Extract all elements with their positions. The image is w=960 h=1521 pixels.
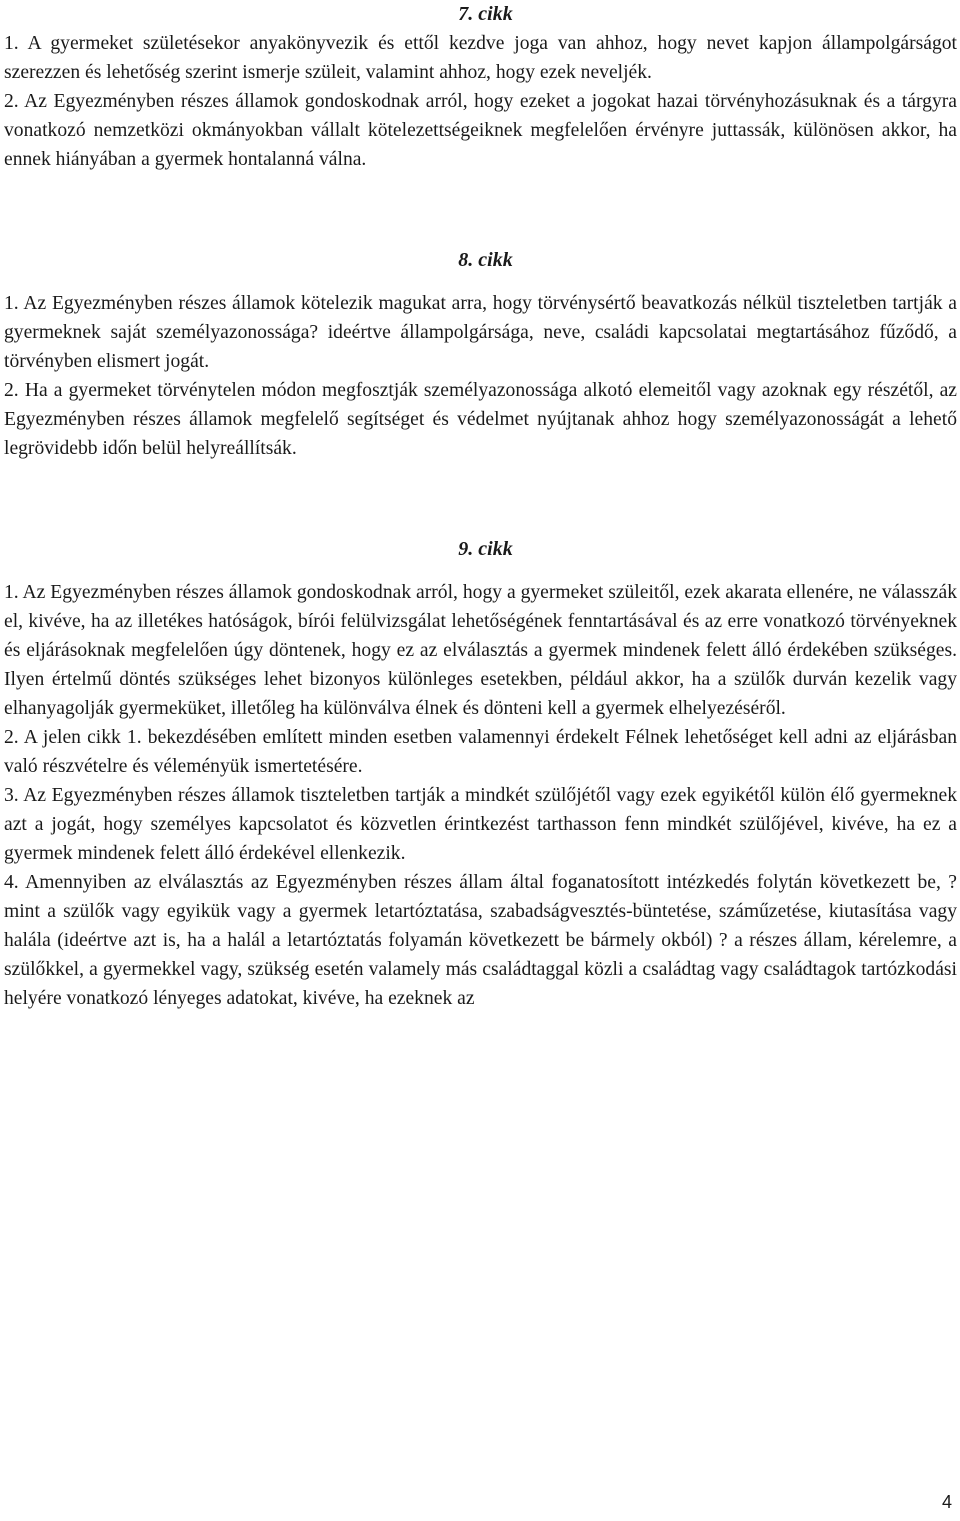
article-9-paragraph-1: 1. Az Egyezményben részes államok gondoskodnak arról, hogy a gyermeket szüleitől, ezek akarata ellenére, ne válasszák el, kivéve, ha az illetékes hatóságok, bírói felülvizsgálat lehetőségének fenntartásával és az erre vonatkozó törvényeknek és eljárásoknak megfelelően úgy döntenek, hogy ez az elválasztás a gyermek mindenek felett álló érdekében szükséges. Ilyen értelmű döntés szükséges lehet bizonyos különleges esetekben, például akkor, ha a szülők durván kezelik vagy elhanyagolják gyermeküket, illetőleg ha különválva élnek és dönteni kell a gyermek elhelyezéséről. bbox=[4, 582, 957, 719]
article-heading: 9. cikk bbox=[458, 538, 513, 560]
article-heading: 7. cikk bbox=[458, 3, 513, 25]
article-8-paragraph-1: 1. Az Egyezményben részes államok kötelezik magukat arra, hogy törvénysértő beavatkozás nélkül tiszteletben tartják a gyermeknek saját személyazonossága? ideértve állampolgársága, neve, családi kapcsolatai megtartásához fűződő, a törvényben elismert jogát. bbox=[4, 293, 957, 372]
document-page bbox=[4, 0, 957, 1013]
article-9-paragraph-2: 2. A jelen cikk 1. bekezdésében említett minden esetben valamennyi érdekelt Félnek lehetőséget kell adni az eljárásban való részvételre és véleményük ismertetésére. bbox=[4, 727, 957, 777]
article-7 bbox=[4, 0, 957, 174]
section-spacer bbox=[4, 174, 957, 246]
article-8 bbox=[4, 246, 957, 463]
article-8-paragraph-2: 2. Ha a gyermeket törvénytelen módon megfosztják személyazonossága alkotó elemeitől vagy azoknak egy részétől, az Egyezményben részes államok megfelelő segítséget és védelmet nyújtanak ahhoz hogy személyazonosságát a lehető legrövidebb időn belül helyreállítsák. bbox=[4, 380, 957, 459]
article-heading: 8. cikk bbox=[458, 249, 513, 271]
article-9-paragraph-4: 4. Amennyiben az elválasztás az Egyezményben részes állam által foganatosított intézkedés folytán következett be, ? mint a szülők vagy egyikük vagy a gyermek letartóztatása, szabadságvesztés-büntetése, száműzetése, kiutasítása vagy halála (ideértve azt is, ha a halál a letartóztatás folyamán következett be bármely okból) ? a részes állam, kérelemre, a szülőkkel, a gyermekkel vagy, szükség esetén valamely más családtaggal közli a családtag vagy családtagok tartózkodási helyére vonatkozó lényeges adatokat, kivéve, ha ezeknek az bbox=[4, 872, 957, 1009]
article-9-paragraph-3: 3. Az Egyezményben részes államok tiszteletben tartják a mindkét szülőjétől vagy ezek egyikétől külön élő gyermeknek azt a jogát, hogy személyes kapcsolatot és közvetlen érintkezést tarthasson fenn mindkét szülőjével, kivéve, ha ez a gyermek mindenek felett álló érdekével ellenkezik. bbox=[4, 785, 957, 864]
page-number: 4 bbox=[941, 1492, 952, 1512]
article-7-paragraph-1: 1. A gyermeket születésekor anyakönyvezik és ettől kezdve joga van ahhoz, hogy nevet kapjon állampolgárságot szerezzen és lehetőség szerint ismerje szüleit, valamint ahhoz, hogy ezek neveljék. bbox=[4, 33, 957, 83]
article-7-paragraph-2: 2. Az Egyezményben részes államok gondoskodnak arról, hogy ezeket a jogokat hazai törvényhozásuknak és a tárgyra vonatkozó nemzetközi okmányokban vállalt kötelezettségeiknek megfelelően érvényre juttassák, különösen akkor, ha ennek hiányában a gyermek hontalanná válna. bbox=[4, 91, 957, 170]
article-9 bbox=[4, 535, 957, 1013]
section-spacer bbox=[4, 463, 957, 535]
